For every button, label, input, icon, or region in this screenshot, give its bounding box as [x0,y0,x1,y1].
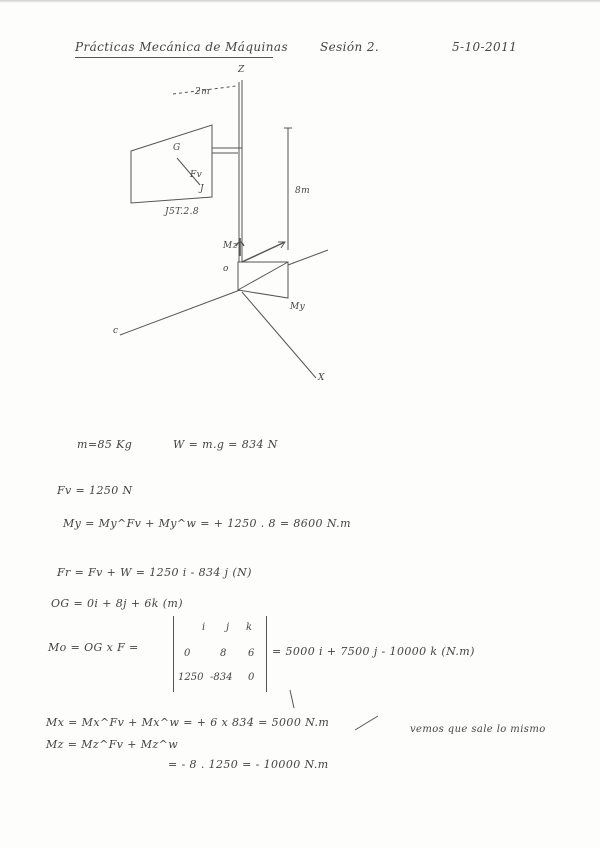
session-label: Sesión 2. [320,40,380,54]
angle-label: J [200,184,205,194]
pen-stroke-2 [355,716,378,730]
weight-line: W = m.g = 834 N [173,438,278,451]
pen-stroke [290,690,294,708]
matrix-cell: 0 [248,672,255,683]
fv-label: Fv [190,170,203,180]
og-line: OG = 0i + 8j + 6k (m) [51,597,183,610]
mo-lhs: Mo = OG x F = [48,641,139,654]
y-axis-label: c [113,326,119,336]
top-dimension-label: 2m [195,87,211,97]
mo-result: = 5000 i + 7500 j - 10000 k (N.m) [272,645,475,658]
matrix-cell: -834 [210,672,233,683]
base-diagonal [238,262,288,290]
point-g-label: G [173,143,181,153]
z-axis-label: Z [238,65,245,75]
matrix-cell: 1250 [178,672,204,683]
origin-label: o [223,264,229,274]
mass-line: m=85 Kg [77,438,133,451]
margin-note: vemos que sale lo mismo [410,724,546,735]
moment-label: Mz [223,241,238,251]
matrix-cell: 8 [220,648,227,659]
height-dimension-label: 8m [295,186,311,196]
matrix-cell: k [246,622,253,633]
force-line: Fv = 1250 N [57,484,133,497]
base-box [238,262,288,298]
page-title: Prácticas Mecánica de Máquinas [75,40,289,54]
date-label: 5-10-2011 [452,40,518,54]
x-axis-label: X [318,373,325,383]
my-line: My = My^Fv + My^w = + 1250 . 8 = 8600 N.m [63,517,351,530]
matrix-cell: 0 [184,648,191,659]
matrix-cell: 6 [248,648,255,659]
force-label: My [290,302,306,312]
ground-axis-left [120,290,240,335]
determinant-matrix [173,616,267,692]
resultant-force-arrow [242,242,285,262]
fr-line: Fr = Fv + W = 1250 i - 834 j (N) [57,566,252,579]
mz-result: = - 8 . 1250 = - 10000 N.m [168,758,329,771]
bottom-dimension-label: J5T.2.8 [165,207,199,217]
matrix-cell: i [202,622,206,633]
matrix-cell: j [226,622,230,633]
mx-line: Mx = Mx^Fv + Mx^w = + 6 x 834 = 5000 N.m [46,716,330,729]
ground-axis-right [288,250,328,265]
mz-line: Mz = Mz^Fv + Mz^w [46,738,179,751]
